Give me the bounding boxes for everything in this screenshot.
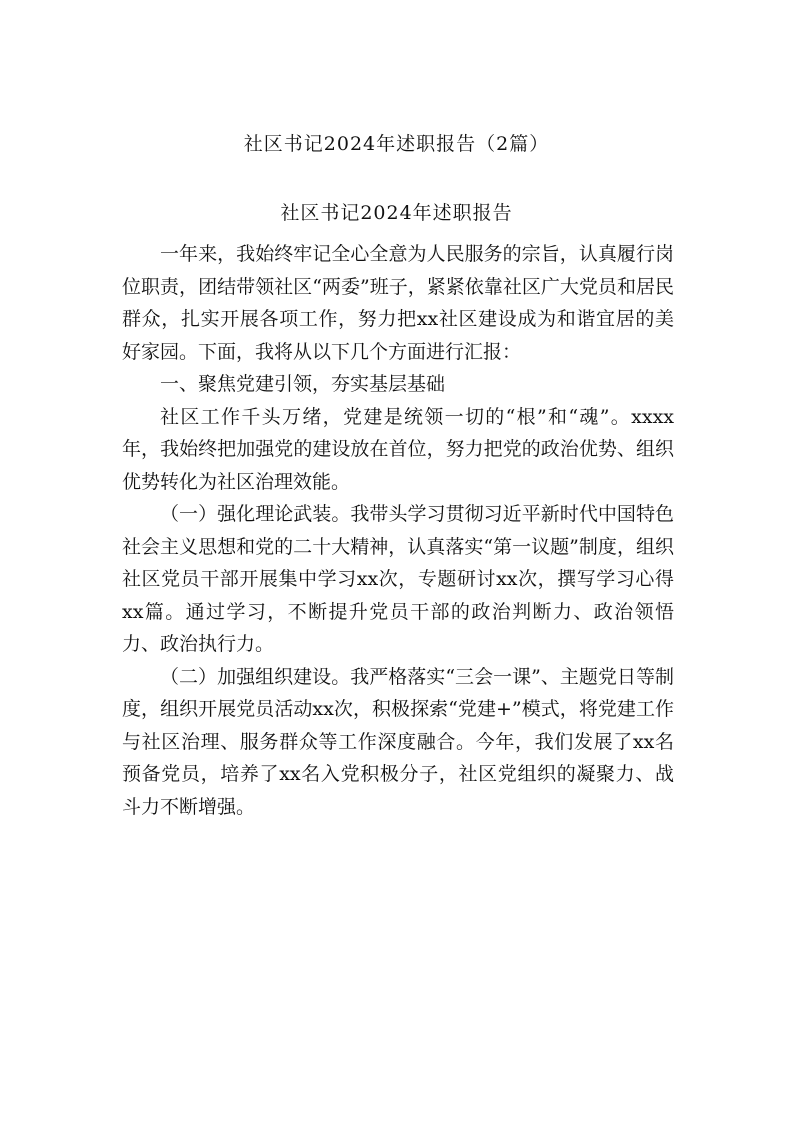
- intro-paragraph: 一年来，我始终牢记全心全意为人民服务的宗旨，认真履行岗位职责，团结带领社区“两委”班子，紧紧依靠社区广大党员和居民群众，扎实开展各项工作，努力把xx社区建设成为和谐宜居的美好家园。下面，我将从以下几个方面进行汇报：: [122, 243, 674, 363]
- document-title: 社区书记2024年述职报告（2篇）: [243, 133, 550, 155]
- report-title: 社区书记2024年述职报告: [280, 202, 513, 224]
- report-body: [122, 238, 674, 823]
- subsection-1-paragraph: （一）强化理论武装。我带头学习贯彻习近平新时代中国特色社会主义思想和党的二十大精神，认真落实“第一议题”制度，组织社区党员干部开展集中学习xx次，专题研讨xx次，撰写学习心得xx篇。通过学习，不断提升党员干部的政治判断力、政治领悟力、政治执行力。: [122, 503, 674, 655]
- section-heading-1: 一、聚焦党建引领，夯实基层基础: [160, 373, 446, 395]
- subsection-2-paragraph: （二）加强组织建设。我严格落实“三会一课”、主题党日等制度，组织开展党员活动xx次，积极探索“党建+”模式，将党建工作与社区治理、服务群众等工作深度融合。今年，我们发展了xx名预备党员，培养了xx名入党积极分子，社区党组织的凝聚力、战斗力不断增强。: [122, 665, 674, 818]
- section-1-paragraph: 社区工作千头万绪，党建是统领一切的“根”和“魂”。xxxx年，我始终把加强党的建设放在首位，努力把党的政治优势、组织优势转化为社区治理效能。: [122, 405, 674, 493]
